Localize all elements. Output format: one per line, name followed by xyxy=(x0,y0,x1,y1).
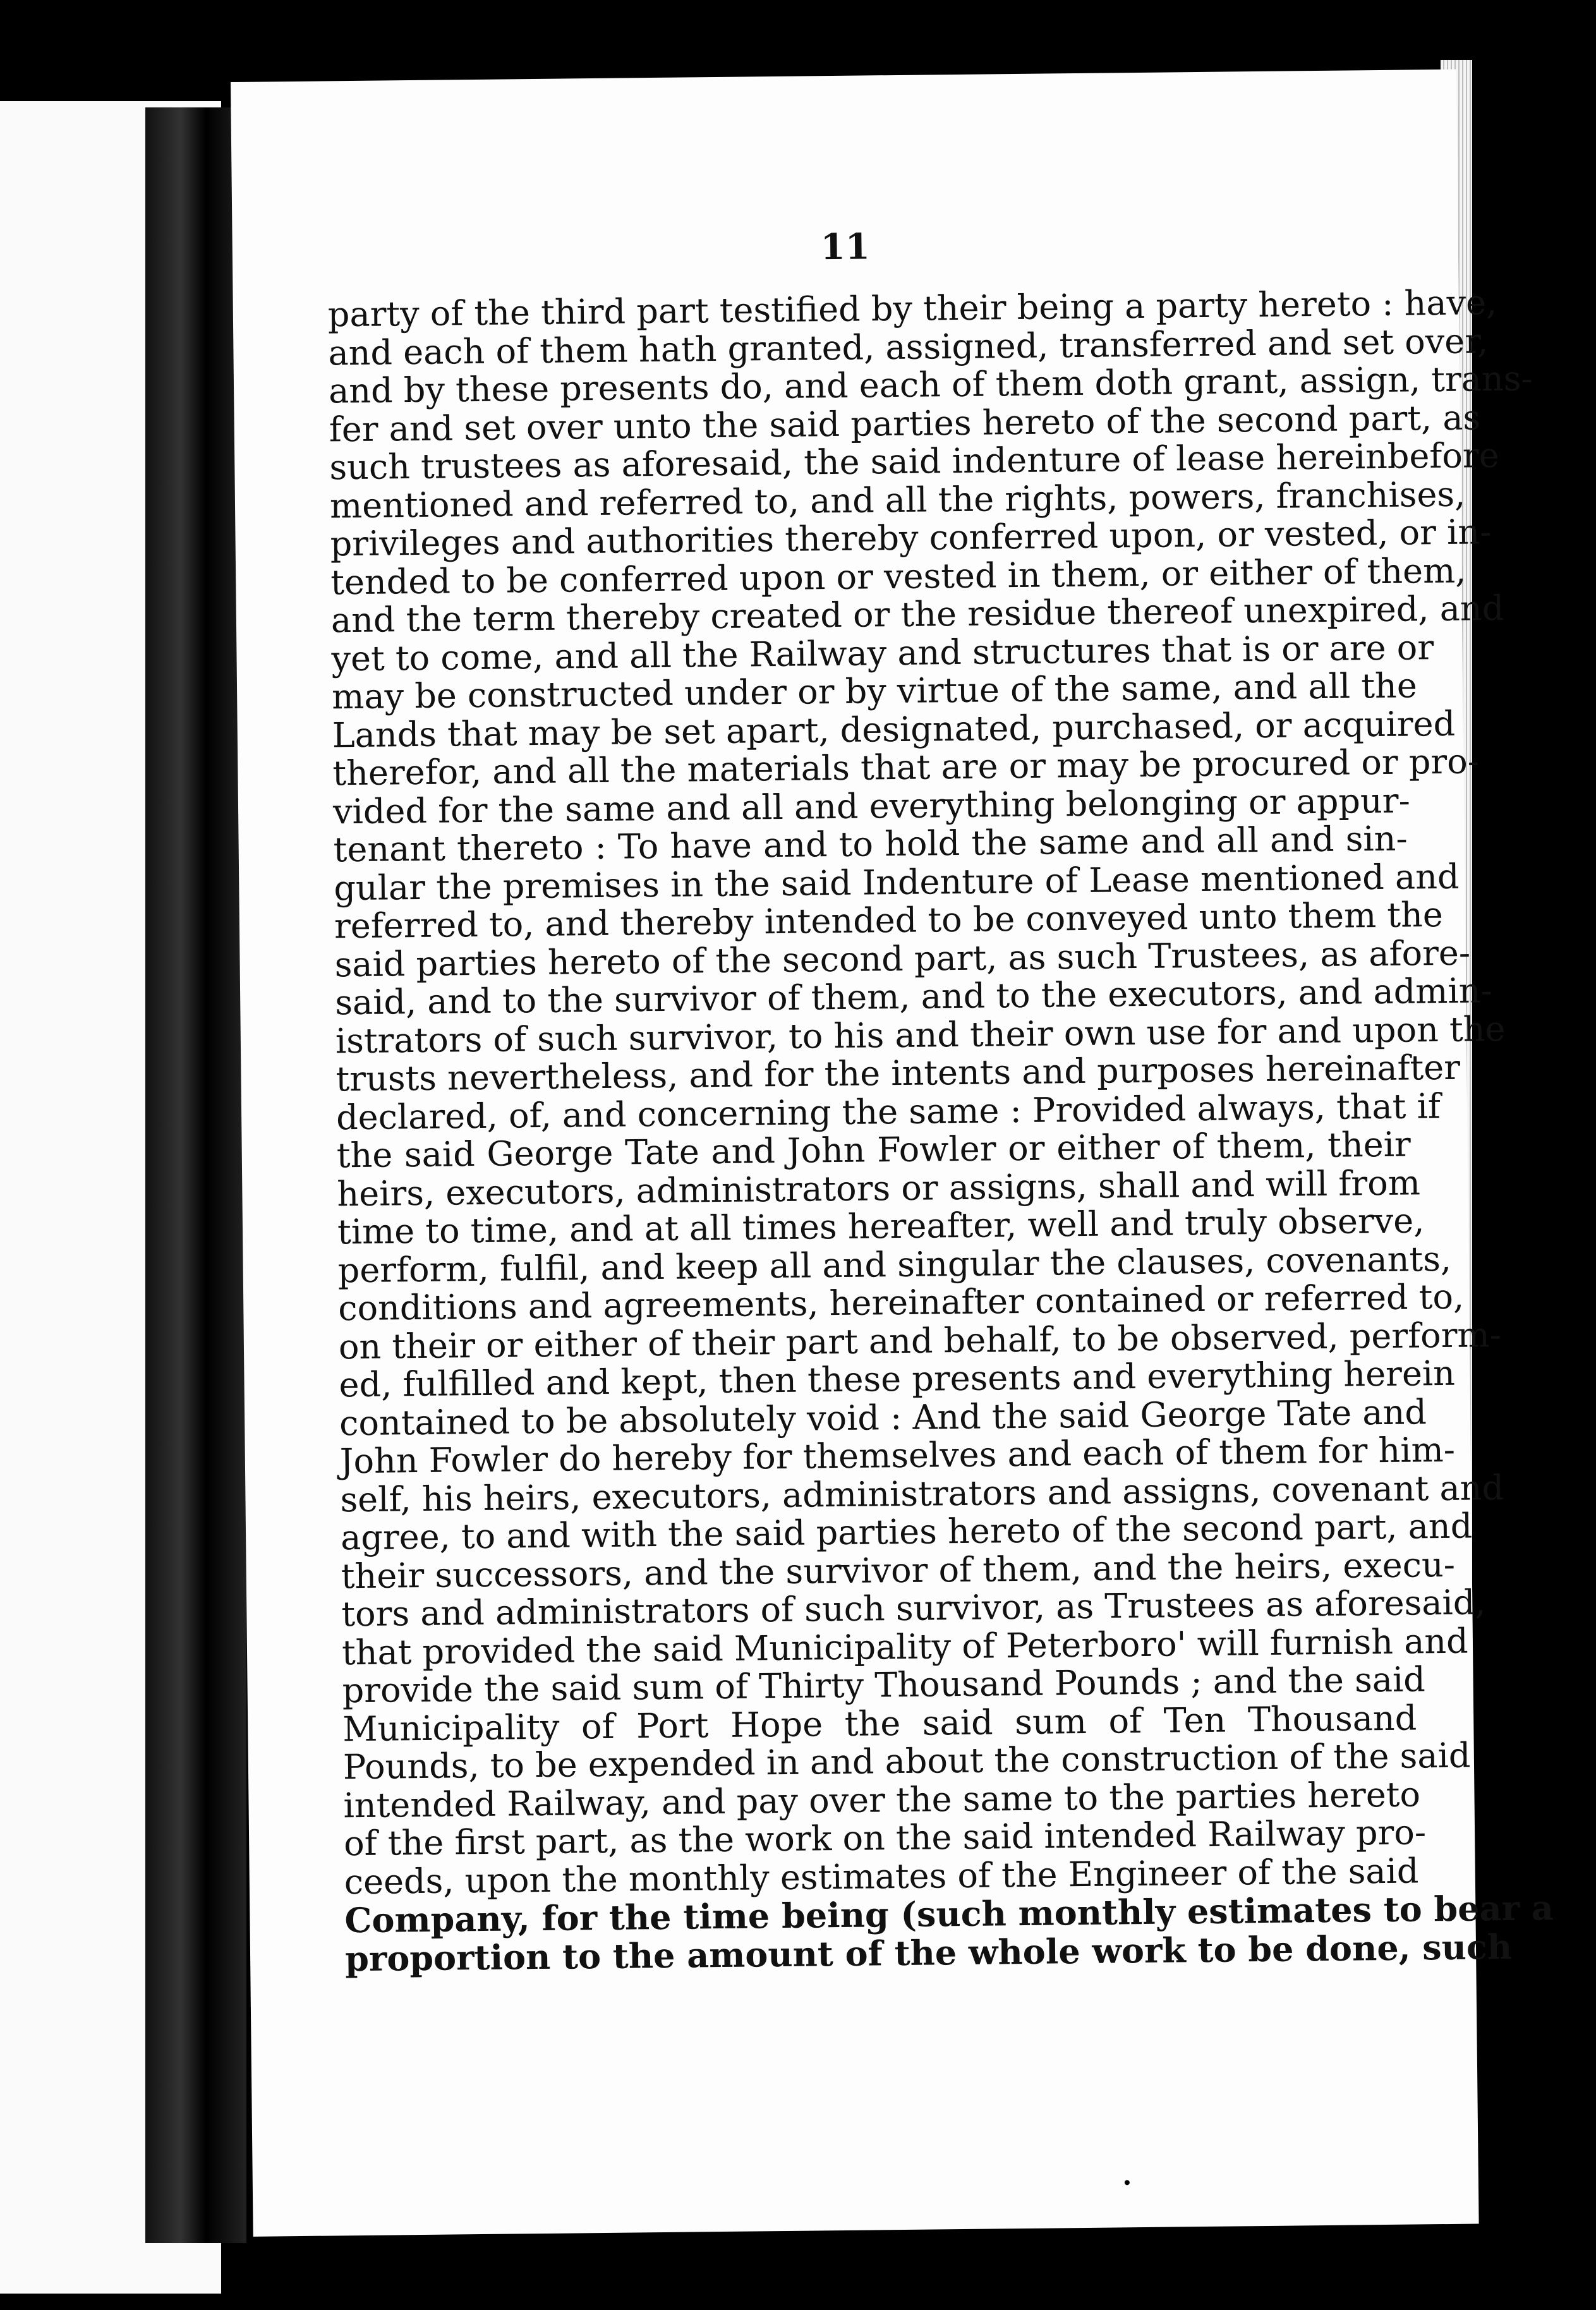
text-line: John Fowler do hereby for themselves and each of them for him- xyxy=(339,1429,1456,1482)
text-line: conditions and agreements, hereinafter contained or referred to, xyxy=(338,1276,1465,1329)
text-line: Lands that may be set apart, designated, purchased, or acquired xyxy=(332,703,1456,755)
text-line: and the term thereby created or the residue thereof unexpired, and xyxy=(330,588,1504,641)
text-line: their successors, and the survivor of them, and the heirs, execu- xyxy=(341,1544,1456,1596)
text-line: such trustees as aforesaid, the said indenture of lease hereinbefore xyxy=(329,435,1499,488)
text-line: yet to come, and all the Railway and structures that is or are or xyxy=(331,627,1434,679)
text-line: tors and administrators of such survivor, as Trustees as aforesaid, xyxy=(341,1582,1486,1635)
text-line: Company, for the time being (such monthly estimates to bear a xyxy=(344,1887,1554,1941)
text-line: of the first part, as the work on the said intended Railway pro- xyxy=(343,1812,1427,1864)
book-gutter xyxy=(145,107,246,2243)
text-line: that provided the said Municipality of Peterboro' will furnish and xyxy=(341,1621,1468,1672)
text-line: therefor, and all the materials that are or may be procured or pro- xyxy=(332,741,1480,794)
text-line: declared, of, and concerning the same : Provided always, that if xyxy=(336,1085,1441,1137)
text-line: perform, fulfil, and keep all and singular the clauses, covenants, xyxy=(337,1238,1452,1290)
text-line: said, and to the survivor of them, and to the executors, and admin- xyxy=(334,971,1493,1023)
text-line: fer and set over unto the said parties hereto of the second part, as xyxy=(329,397,1481,449)
text-line: privileges and authorities thereby conferred upon, or vested, or in- xyxy=(330,512,1492,564)
text-line: tenant thereto : To have and to hold the same and all and sin- xyxy=(333,818,1408,870)
text-line: heirs, executors, administrators or assigns, shall and will from xyxy=(337,1162,1421,1214)
text-line: agree, to and with the said parties hereto of the second part, and xyxy=(340,1506,1473,1558)
text-line: trusts nevertheless, and for the intents and purposes hereinafter xyxy=(336,1047,1461,1099)
text-line: time to time, and at all times hereafter, well and truly observe, xyxy=(337,1200,1425,1252)
text-line: intended Railway, and pay over the same to the parties hereto xyxy=(343,1774,1421,1825)
text-line: and by these presents do, and each of them doth grant, assign, trans- xyxy=(328,358,1533,411)
text-line: and each of them hath granted, assigned, transferred and set over, xyxy=(328,320,1489,373)
text-line: said parties hereto of the second part, as such Trustees, as afore- xyxy=(334,933,1471,984)
book-page xyxy=(231,70,1554,2237)
text-line: referred to, and thereby intended to be conveyed unto them the xyxy=(334,894,1444,946)
page-number: 11 xyxy=(820,226,871,269)
text-line: provide the said sum of Thirty Thousand Pounds ; and the said xyxy=(342,1659,1426,1711)
text-line: Municipality of Port Hope the said sum of Ten Thousand xyxy=(342,1697,1417,1749)
scan-speck xyxy=(1125,2180,1130,2185)
text-line: vided for the same and all and everything belonging or appur- xyxy=(332,780,1411,831)
text-line: may be constructed under or by virtue of the same, and all the xyxy=(331,665,1418,717)
text-line: mentioned and referred to, and all the rights, powers, franchises, xyxy=(329,474,1466,526)
text-line: tended to be conferred upon or vested in them, or either of them, xyxy=(330,550,1466,602)
text-line: Pounds, to be expended in and about the construction of the said xyxy=(342,1735,1471,1787)
text-line: istrators of such survivor, to his and their own use for and upon the xyxy=(335,1008,1506,1061)
text-line: proportion to the amount of the whole work to be done, such xyxy=(344,1926,1513,1979)
text-line: ed, fulfilled and kept, then these presents and everything herein xyxy=(339,1353,1456,1405)
text-line: ceeds, upon the monthly estimates of the Engineer of the said xyxy=(344,1850,1419,1902)
text-line: gular the premises in the said Indenture of Lease mentioned and xyxy=(334,856,1460,908)
text-line: contained to be absolutely void : And the said George Tate and xyxy=(339,1391,1427,1443)
text-line: self, his heirs, executors, administrators and assigns, covenant and xyxy=(340,1467,1504,1520)
text-line: party of the third part testified by their being a party hereto : have, xyxy=(327,282,1497,335)
text-line: the said George Tate and John Fowler or either of them, their xyxy=(336,1124,1412,1176)
text-line: on their or either of their part and behalf, to be observed, perform- xyxy=(338,1314,1502,1367)
page-body-text xyxy=(327,282,1554,1979)
